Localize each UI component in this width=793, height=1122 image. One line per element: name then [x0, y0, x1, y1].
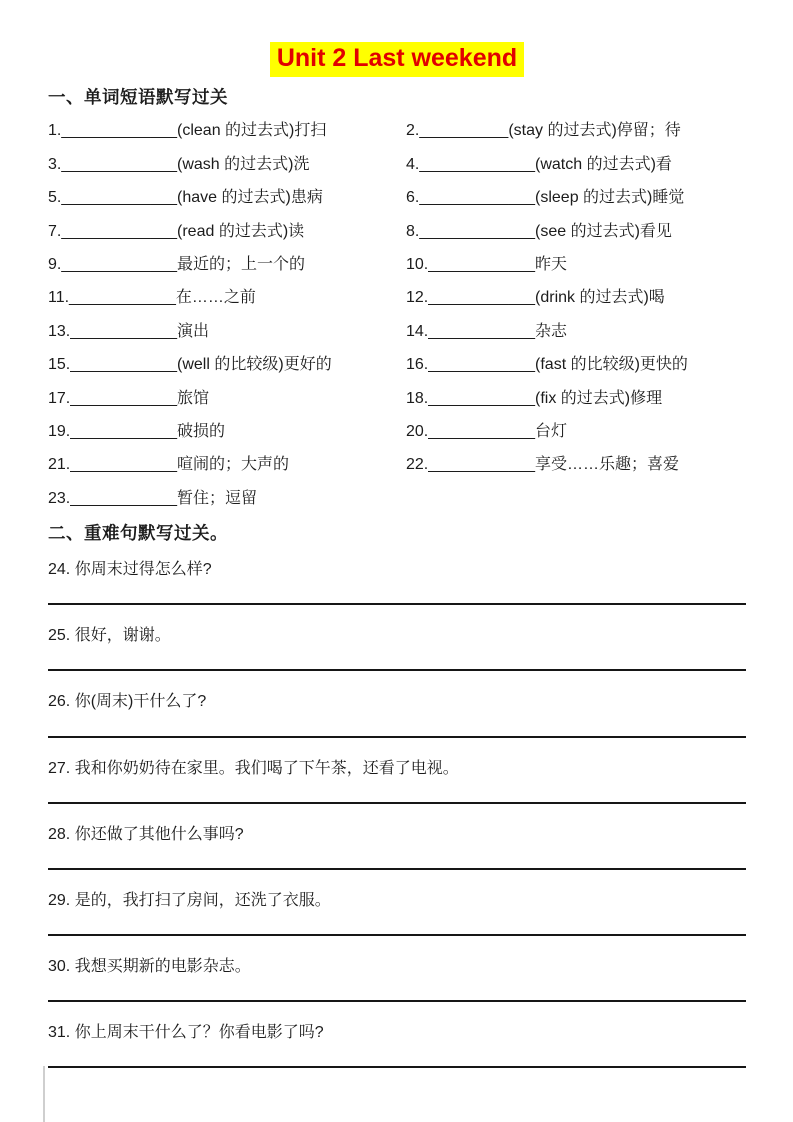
- sentence-text: 24. 你周末过得怎么样?: [48, 560, 212, 578]
- word-item: 13.____________演出: [48, 322, 210, 340]
- answer-writing-line: [48, 603, 746, 605]
- sentence-text: 26. 你(周末)干什么了?: [48, 693, 207, 711]
- sentence-text: 27. 我和你奶奶待在家里。我们喝了下午茶，还看了电视。: [48, 759, 459, 777]
- word-item: 1._____________(clean 的过去式)打扫: [48, 122, 327, 140]
- answer-writing-line: [48, 934, 746, 936]
- section2-heading: 二、重难句默写过关。: [48, 522, 228, 543]
- word-item: 7._____________(read 的过去式)读: [48, 222, 305, 240]
- word-item: 12.____________(drink 的过去式)喝: [406, 289, 665, 307]
- answer-writing-line: [48, 802, 746, 804]
- answer-writing-line: [48, 1000, 746, 1002]
- sentence-text: 30. 我想买期新的电影杂志。: [48, 958, 251, 976]
- word-item: 8._____________(see 的过去式)看见: [406, 222, 672, 240]
- word-item: 15.____________(well 的比较级)更好的: [48, 356, 332, 374]
- word-item: 20.____________台灯: [406, 422, 568, 440]
- sentence-text: 29. 是的，我打扫了房间，还洗了衣服。: [48, 891, 331, 909]
- word-item: 6._____________(sleep 的过去式)睡觉: [406, 189, 685, 207]
- answer-writing-line: [48, 868, 746, 870]
- word-item: 14.____________杂志: [406, 322, 568, 340]
- section1-heading: 一、单词短语默写过关: [48, 87, 228, 108]
- answer-writing-line: [48, 736, 746, 738]
- word-item: 11.____________在……之前: [48, 289, 256, 307]
- answer-writing-line: [48, 669, 746, 671]
- sentence-text: 25. 很好，谢谢。: [48, 627, 171, 645]
- word-item: 21.____________喧闹的；大声的: [48, 456, 290, 474]
- word-item: 19.____________破损的: [48, 422, 226, 440]
- page-title: [48, 42, 746, 77]
- sentence-text: 28. 你还做了其他什么事吗?: [48, 825, 244, 843]
- scan-artifact-line: [43, 1066, 45, 1122]
- word-item: 4._____________(watch 的过去式)看: [406, 155, 672, 173]
- word-item: 3._____________(wash 的过去式)洗: [48, 155, 310, 173]
- word-item: 16.____________(fast 的比较级)更快的: [406, 356, 688, 374]
- title-highlight: Unit 2 Last weekend: [270, 42, 524, 77]
- word-item: 10.____________昨天: [406, 256, 568, 273]
- answer-writing-line: [48, 1066, 746, 1068]
- word-item: 23.____________暂住；逗留: [48, 489, 258, 507]
- sentence-text: 31. 你上周末干什么了？你看电影了吗?: [48, 1024, 324, 1042]
- word-item: 22.____________享受……乐趣；喜爱: [406, 456, 680, 474]
- word-item: 2.__________(stay 的过去式)停留；待: [406, 122, 681, 140]
- word-item: 18.____________(fix 的过去式)修理: [406, 389, 663, 407]
- word-item: 5._____________(have 的过去式)患病: [48, 189, 323, 207]
- word-list: [48, 112, 746, 513]
- word-item: 9._____________最近的；上一个的: [48, 256, 306, 273]
- word-item: 17.____________旅馆: [48, 389, 210, 407]
- sentence-list: [48, 560, 746, 1069]
